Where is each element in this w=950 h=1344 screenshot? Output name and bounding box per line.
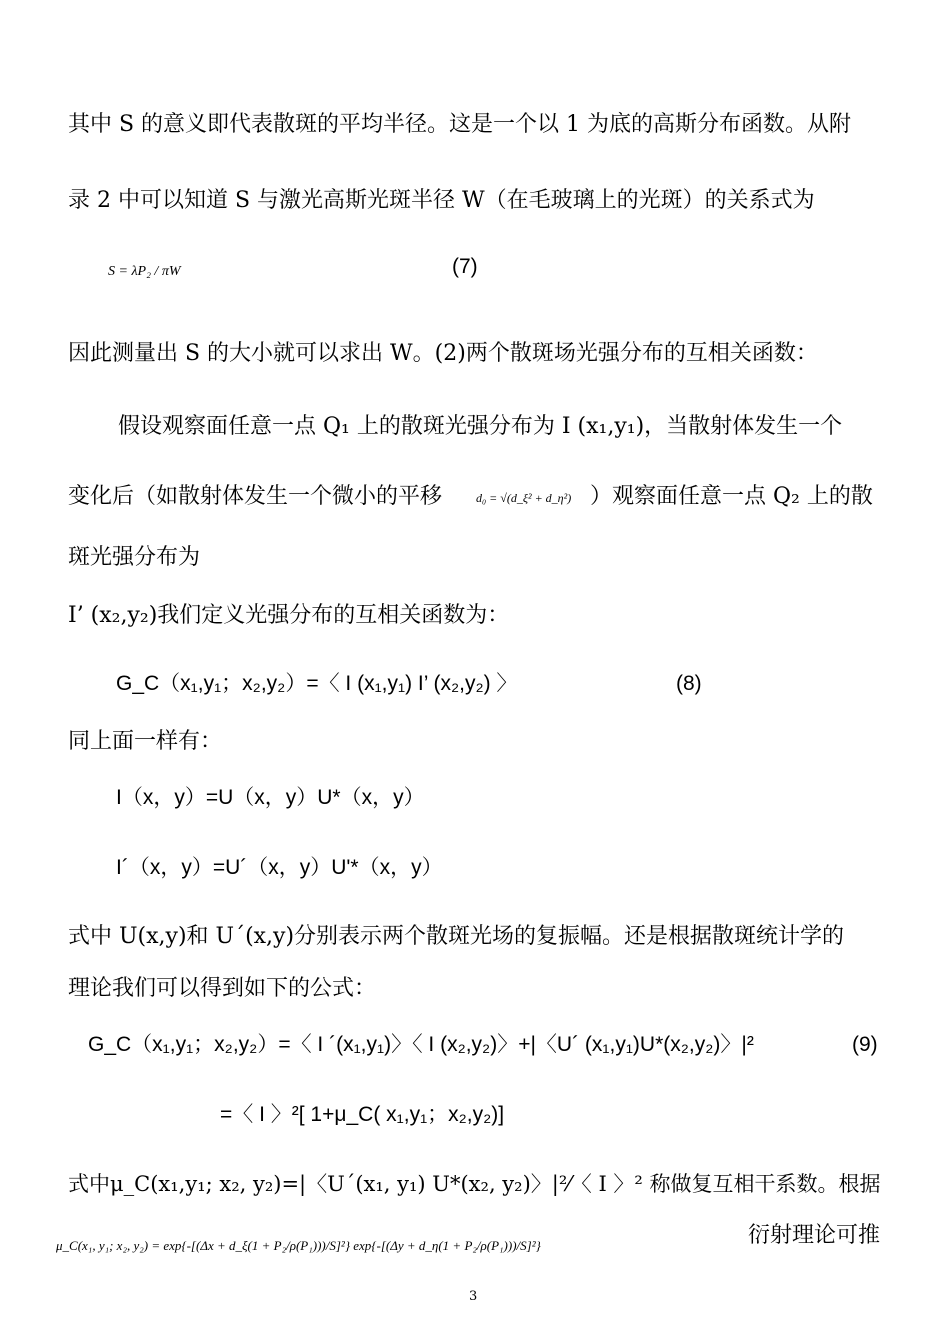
text-line-6: 斑光强分布为 bbox=[68, 545, 201, 570]
equation-9-continued: =〈 I 〉²[ 1+μ_C( x₁,y₁；x₂,y₂)] bbox=[220, 1103, 505, 1126]
text-line-13: 式中μ_C(x₁,y₁; x₂, y₂)=|〈U´(x₁, y₁) U*(x₂, y₂)〉|²⁄〈 I 〉² 称做复互相干系数。根据 bbox=[68, 1172, 881, 1196]
text-line-5b: ）观察面任意一点 Q₂ 上的散 bbox=[590, 484, 873, 509]
text-line-4: 假设观察面任意一点 Q₁ 上的散斑光强分布为 I (x₁,y₁)，当散射体发生一个 bbox=[118, 414, 843, 439]
translation-formula: d₀ = √(d_ξ² + d_η²) bbox=[476, 491, 572, 505]
text-line-7: I’ (x₂,y₂)我们定义光强分布的互相关函数为： bbox=[68, 603, 510, 628]
equation-8-number: (8) bbox=[676, 672, 702, 695]
text-line-8: 同上面一样有： bbox=[68, 729, 223, 754]
page-number: 3 bbox=[469, 1289, 478, 1304]
text-line-1: 其中 S 的意义即代表散斑的平均半径。这是一个以 1 为底的高斯分布函数。从附 bbox=[68, 112, 852, 137]
text-line-11: 式中 U(x,y)和 U´(x,y)分别表示两个散斑光场的复振幅。还是根据散斑统计学的 bbox=[68, 924, 845, 949]
equation-7-formula: S = λP₂ / πW bbox=[108, 264, 181, 279]
equation-intensity-2: I´（x，y）=U´（x，y）U'*（x，y） bbox=[116, 856, 443, 879]
text-line-12: 理论我们可以得到如下的公式： bbox=[68, 976, 377, 1001]
text-line-14: 衍射理论可推 bbox=[748, 1223, 881, 1248]
text-line-3: 因此测量出 S 的大小就可以求出 W。(2)两个散斑场光强分布的互相关函数： bbox=[68, 341, 818, 366]
equation-9-number: (9) bbox=[852, 1033, 878, 1056]
equation-8: G_C（x₁,y₁；x₂,y₂）=〈 I (x₁,y₁) I’ (x₂,y₂) 〉 bbox=[116, 672, 518, 695]
equation-intensity-1: I（x，y）=U（x，y）U*（x，y） bbox=[116, 786, 425, 809]
coherence-coefficient-formula: μ_C(x₁, y₁; x₂, y₂) = exp{-[(Δx + d_ξ(1 + P₂/ρ(P₁)))/S]²} exp{-[(Δy + d_η(1 + P₂/ρ(P₁)))/S]²} bbox=[56, 1238, 541, 1253]
text-line-2: 录 2 中可以知道 S 与激光高斯光斑半径 W（在毛玻璃上的光斑）的关系式为 bbox=[68, 188, 815, 213]
text-line-5a: 变化后（如散射体发生一个微小的平移 bbox=[68, 484, 443, 509]
equation-9: G_C（x₁,y₁；x₂,y₂）=〈 I ´(x₁,y₁)〉〈 I (x₂,y₂)〉+|〈U´ (x₁,y₁)U*(x₂,y₂)〉|² bbox=[88, 1033, 754, 1056]
equation-7-number: (7) bbox=[452, 255, 478, 278]
